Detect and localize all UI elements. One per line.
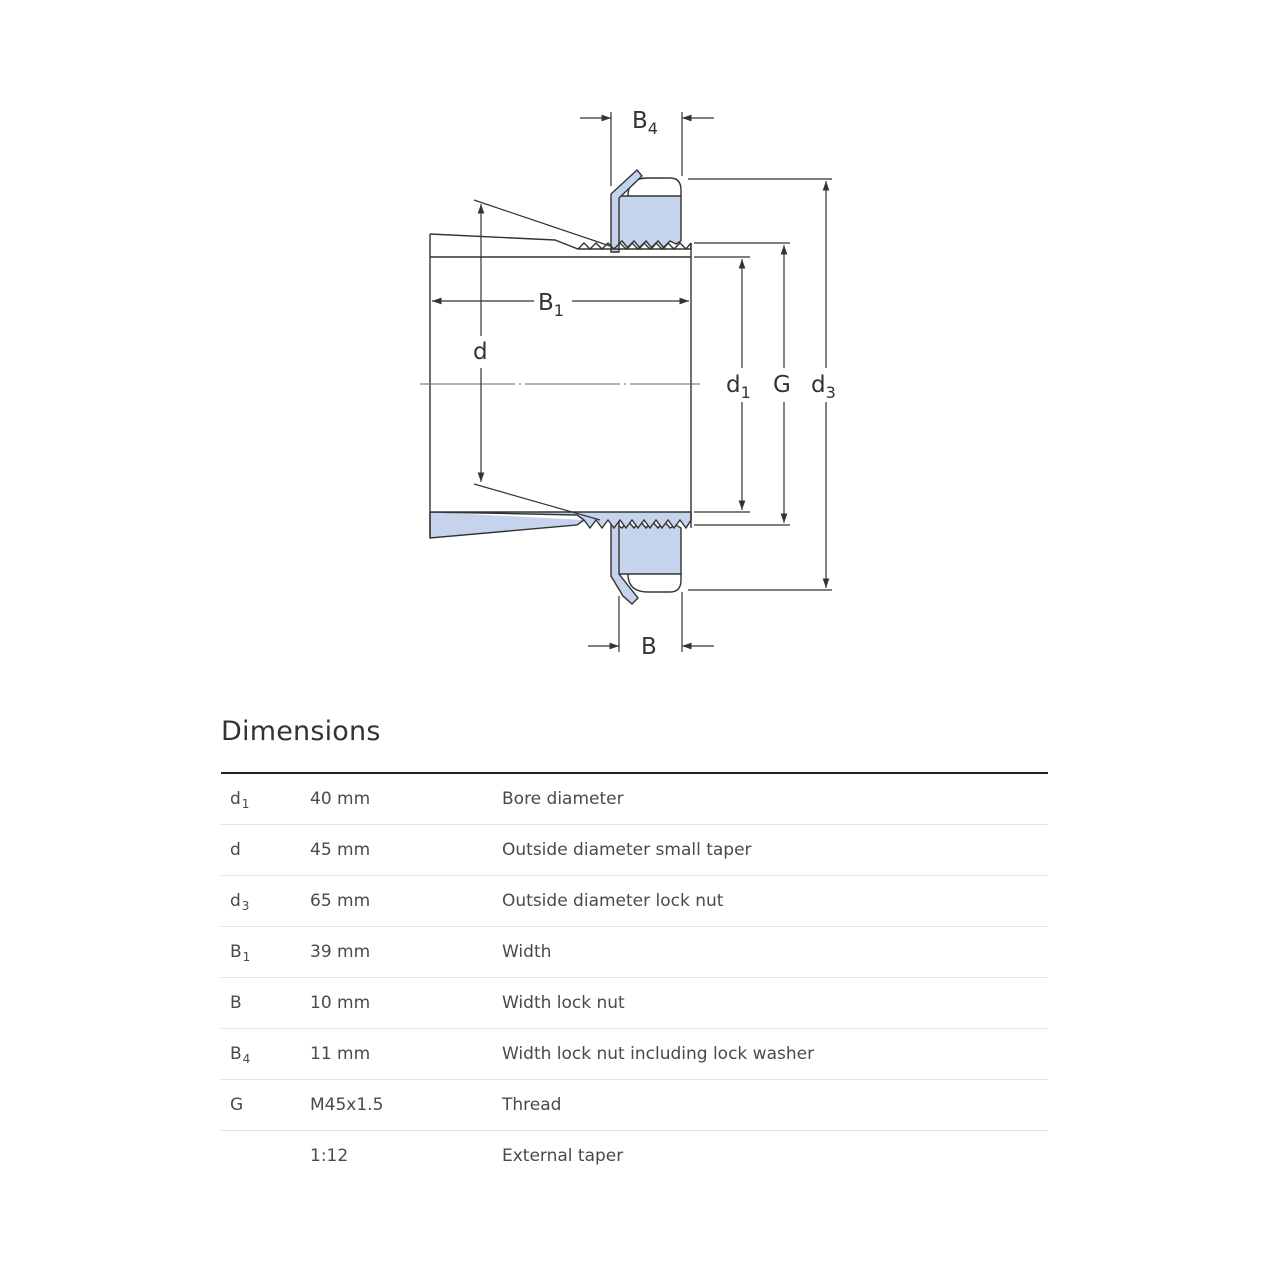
symbol-main: d	[230, 891, 241, 911]
dimension-description: Thread	[502, 1080, 1048, 1131]
dimension-symbol	[221, 825, 310, 876]
sleeve-outline	[430, 234, 691, 538]
symbol-main: B	[230, 993, 242, 1013]
table-row	[221, 1029, 1048, 1080]
symbol-main: d	[230, 789, 241, 809]
symbol-main: B	[230, 1044, 242, 1064]
label-b1: $B_1$	[538, 290, 564, 320]
dimension-symbol	[221, 773, 310, 825]
dimension-symbol	[221, 1131, 310, 1182]
dimension-description: Outside diameter lock nut	[502, 876, 1048, 927]
dimension-value: 45 mm	[310, 825, 502, 876]
dimension-symbol	[221, 978, 310, 1029]
symbol-subscript: 3	[241, 899, 250, 913]
table-row	[221, 876, 1048, 927]
dimension-value: 39 mm	[310, 927, 502, 978]
dimensions-table	[221, 772, 1048, 1181]
dimension-value: 10 mm	[310, 978, 502, 1029]
dimension-description: Width lock nut including lock washer	[502, 1029, 1048, 1080]
symbol-subscript: 4	[242, 1052, 251, 1066]
dimension-value: M45x1.5	[310, 1080, 502, 1131]
dimension-symbol	[221, 927, 310, 978]
dimension-description: Bore diameter	[502, 773, 1048, 825]
label-d: d	[473, 339, 488, 365]
dimension-symbol	[221, 876, 310, 927]
symbol-main: d	[230, 840, 241, 860]
label-d1: $d_1$	[726, 372, 751, 402]
dimension-value: 40 mm	[310, 773, 502, 825]
dimension-symbol	[221, 1080, 310, 1131]
dimension-symbol	[221, 1029, 310, 1080]
section-title: Dimensions	[221, 716, 381, 747]
label-b: B	[641, 634, 657, 660]
dimension-description: External taper	[502, 1146, 624, 1166]
table-row	[221, 773, 1048, 825]
symbol-subscript: 1	[242, 950, 251, 964]
dimension-description: Outside diameter small taper	[502, 825, 1048, 876]
dimension-description: Width lock nut	[502, 978, 1048, 1029]
symbol-main: G	[230, 1095, 244, 1115]
table-row	[221, 978, 1048, 1029]
label-b4: $B_4$	[632, 108, 658, 138]
table-row	[221, 927, 1048, 978]
symbol-main: B	[230, 942, 242, 962]
symbol-subscript: 1	[241, 797, 250, 811]
label-d3: $d_3$	[811, 372, 836, 402]
table-row	[221, 1080, 1048, 1131]
lock-nut-bottom	[618, 521, 681, 592]
dimension-description: Width	[502, 927, 1048, 978]
dimension-value: 65 mm	[310, 876, 502, 927]
table-row	[221, 825, 1048, 876]
dimension-value: 1:12	[310, 1146, 349, 1166]
label-g: G	[773, 372, 791, 398]
table-row	[221, 1131, 1048, 1182]
dimension-value: 11 mm	[310, 1029, 502, 1080]
